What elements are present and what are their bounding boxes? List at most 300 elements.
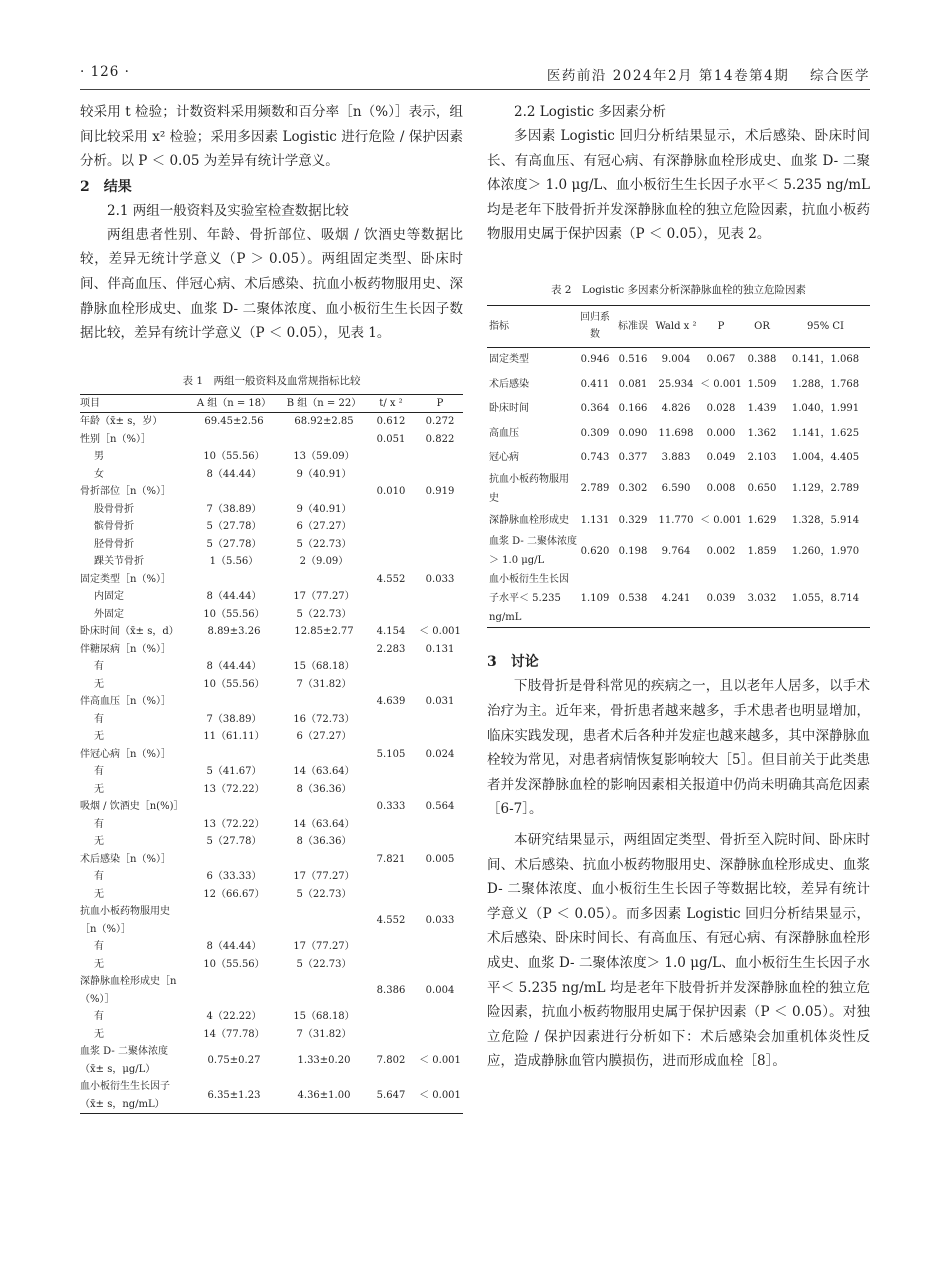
table2-row — [487, 347, 870, 372]
table1-cell-item: 胫骨骨折 — [94, 538, 134, 550]
table1-cell-b: 6（27.27） — [296, 521, 352, 533]
table1-cell-b: 17（77.27） — [293, 591, 355, 603]
table2-cell: 0.002 — [706, 545, 736, 557]
table2-cell: 0.388 — [747, 354, 777, 366]
table2-cell: 0.516 — [618, 354, 648, 366]
table1-cell-t — [365, 501, 417, 519]
table1-cell-b: 14（63.64） — [293, 766, 355, 778]
table1-cell-a: 10（55.56） — [203, 958, 265, 970]
table1-row — [80, 483, 463, 501]
table2-cell: 0.028 — [706, 403, 736, 415]
table2-cell: 0.329 — [618, 514, 648, 526]
table1-row — [80, 588, 463, 606]
table1-cell-p — [417, 658, 463, 676]
table2-cell: 3.883 — [661, 452, 691, 464]
table1-cell-b: 5（22.73） — [296, 608, 352, 620]
discussion-paragraph-2: 本研究结果显示，两组固定类型、骨折至入院时间、卧床时间、术后感染、抗血小板药物服用史、深静脉血栓形成史、血浆 D- 二聚体浓度、血小板衍生生长因子等数据比较，差异有统计学意义（P ＜ 0.05）。而多因素 Logistic 回归分析结果显示，术后感染、卧床时间长、有高血压、有冠心病、有深静脉血栓形成史、血浆 D- 二聚体浓度＞ 1.0 μg/L、血小板衍生生长因子水平＜ 5.235 ng/mL 均是老年下肢骨折并发深静脉血栓的独立危险因素，抗血小板药物服用史属于保护因素（P ＜ 0.05）。对独立危险 / 保护因素进行分析如下：术后感染会加重机体炎性反应，造成静脉血管内膜损伤，进而形成血栓［8］。 — [487, 832, 870, 1070]
table2-row — [487, 508, 870, 533]
table1-cell-a: 1（5.56） — [209, 556, 259, 568]
table2-cell: 1.288，1.768 — [791, 378, 860, 390]
table2-cell: 1.859 — [747, 545, 777, 557]
table1-cell-b: 5（22.73） — [296, 538, 352, 550]
table1-cell-b: 4.36±1.00 — [283, 1078, 365, 1114]
table1-cell-p — [417, 886, 463, 904]
table1-cell-a: 0.75±0.27 — [207, 1055, 261, 1066]
table1-row — [80, 851, 463, 869]
table2-cell: 血浆 D- 二聚体浓度＞ 1.0 μg/L — [489, 536, 577, 567]
table1-cell-a: 8（44.44） — [206, 468, 262, 480]
table2-row — [487, 570, 870, 628]
table1-cell-p — [417, 448, 463, 466]
table1-cell-item: 无 — [94, 836, 104, 848]
table1-cell-item: 外固定 — [94, 608, 124, 620]
table1-cell-p — [417, 501, 463, 519]
table2-cell: 0.049 — [706, 452, 736, 464]
table2-cell: 11.770 — [658, 514, 694, 526]
table1-row — [80, 868, 463, 886]
table1-cell-t — [365, 956, 417, 974]
table1-cell-a: 69.45±2.56 — [204, 416, 264, 428]
table1-row — [80, 903, 463, 938]
table1-cell-item: 无 — [94, 678, 104, 690]
table1-cell-t — [365, 676, 417, 694]
table1-cell-t — [365, 833, 417, 851]
section-2-1-heading: 2.1 两组一般资料及实验室检查数据比较 — [107, 202, 349, 219]
table1-cell-a: 8（44.44） — [206, 941, 262, 953]
table1-cell-p — [417, 588, 463, 606]
table1-cell-t — [365, 938, 417, 956]
table1-cell-item: 固定类型［n（%）］ — [80, 573, 171, 585]
table1-cell-item: 无 — [94, 958, 104, 970]
table1-row — [80, 536, 463, 554]
table1-cell-a: 5（27.78） — [206, 521, 262, 533]
table1-row — [80, 728, 463, 746]
table1-cell-a: 11（61.11） — [203, 731, 265, 743]
table1-cell-item: 内固定 — [94, 591, 124, 603]
table1-row — [80, 763, 463, 781]
table1-cell-t — [365, 518, 417, 536]
table1-cell-p — [417, 833, 463, 851]
table1-cell-a: 8（44.44） — [206, 661, 262, 673]
table1-row — [80, 571, 463, 589]
table1-cell-p — [417, 868, 463, 886]
table1-cell-item: 有 — [94, 766, 104, 778]
table1-row — [80, 746, 463, 764]
table1-cell-p: 0.031 — [425, 696, 455, 708]
table2-cell: 4.241 — [653, 570, 699, 628]
table1-cell-t — [365, 763, 417, 781]
table1-cell-item: 深静脉血栓形成史［n（%）］ — [80, 976, 177, 1005]
table1-cell-p — [417, 816, 463, 834]
table1-cell-t — [365, 781, 417, 799]
table1-cell-item: 有 — [94, 661, 104, 673]
table1-cell-t — [365, 886, 417, 904]
table1-cell-a: 5（41.67） — [206, 766, 262, 778]
table2-cell: ＜ 0.001 — [700, 378, 742, 390]
table1-cell-a: 8（44.44） — [206, 591, 262, 603]
table1-cell-t: 7.802 — [376, 1055, 406, 1066]
table2-cell: 1.141，1.625 — [791, 427, 860, 439]
table1-cell-p — [417, 1008, 463, 1026]
table2-row — [487, 445, 870, 470]
table1-cell-item: 伴高血压［n（%）］ — [80, 696, 171, 708]
table1-cell-p — [417, 536, 463, 554]
table1-cell-p — [417, 606, 463, 624]
table2-cell: 6.590 — [661, 483, 691, 495]
table1-cell-b: 17（77.27） — [293, 871, 355, 883]
table1-cell-t: 7.821 — [376, 853, 406, 865]
table1-cell-b: 13（59.09） — [293, 451, 355, 463]
table2-cell: 1.129，2.789 — [791, 483, 860, 495]
table1-cell-item: 有 — [94, 941, 104, 953]
table1-cell-t — [365, 711, 417, 729]
table1-row — [80, 676, 463, 694]
table1-cell-p: 0.005 — [425, 853, 455, 865]
table1-cell-p — [417, 728, 463, 746]
table1-cell-item: 术后感染［n（%）］ — [80, 853, 171, 865]
table2-cell: 1.040，1.991 — [791, 403, 860, 415]
table2-cell: 1.439 — [747, 403, 777, 415]
table2-cell: 抗血小板药物服用史 — [489, 473, 569, 504]
table1-cell-t — [365, 466, 417, 484]
table1-cell-b: 6（27.27） — [296, 731, 352, 743]
table1-cell-a: 8.89±3.26 — [207, 626, 261, 638]
table1-cell-item: 年龄（x̄± s，岁） — [80, 416, 163, 428]
section-2-2-paragraph: 多因素 Logistic 回归分析结果显示，术后感染、卧床时间长、有高血压、有冠心病、有深静脉血栓形成史、血浆 D- 二聚体浓度＞ 1.0 μg/L、血小板衍生生长因子水平＜ 5.235 ng/mL 均是老年下肢骨折并发深静脉血栓的独立危险因素，抗血小板药物服用史属于保护因素（P ＜ 0.05），见表 2。 — [487, 128, 870, 243]
table1-cell-t: 4.639 — [376, 696, 406, 708]
left-column — [80, 100, 463, 1114]
table1-row — [80, 798, 463, 816]
table1-cell-b — [283, 746, 365, 764]
table1-cell-b: 16（72.73） — [293, 713, 355, 725]
table1-cell-b — [283, 851, 365, 869]
table2-cell: 3.032 — [743, 570, 781, 628]
table1-cell-p — [417, 1026, 463, 1044]
discussion-heading: 3 讨论 — [487, 654, 539, 671]
table1-cell-a — [185, 851, 283, 869]
table2-cell: 0.364 — [580, 403, 610, 415]
table1-cell-a: 7（38.89） — [206, 503, 262, 515]
table1-cell-t: 2.283 — [376, 643, 406, 655]
table1-cell-b: 15（68.18） — [293, 1011, 355, 1023]
table1-cell-item: 女 — [94, 468, 104, 480]
table2-cell: 血小板衍生生长因子水平＜ 5.235 ng/mL — [487, 570, 577, 628]
table1-header: B 组（n = 22） — [283, 394, 365, 413]
table1-header: t/ x ² — [365, 394, 417, 413]
table2-caption: 表 2 Logistic 多因素分析深静脉血栓的独立危险因素 — [550, 283, 807, 296]
table2-row — [487, 421, 870, 446]
table1-row — [80, 711, 463, 729]
table1-cell-t — [365, 553, 417, 571]
table2-header: 标准误 — [613, 305, 653, 347]
table1-cell-b — [283, 641, 365, 659]
results-heading: 2 结果 — [80, 178, 132, 195]
table2-header: P — [699, 305, 743, 347]
table1-cell-a: 10（55.56） — [203, 608, 265, 620]
table1-row — [80, 553, 463, 571]
table1-row — [80, 816, 463, 834]
table1-cell-t — [365, 536, 417, 554]
table2-body — [487, 347, 870, 628]
table2-cell: 0.309 — [580, 427, 610, 439]
table1-cell-a: 7（38.89） — [206, 713, 262, 725]
table1-cell-p — [417, 711, 463, 729]
table1-row — [80, 658, 463, 676]
table1-cell-p — [417, 763, 463, 781]
table1-row — [80, 466, 463, 484]
table1-cell-a: 4（22.22） — [206, 1011, 262, 1023]
section-2-2-heading: 2.2 Logistic 多因素分析 — [514, 104, 666, 120]
table2-cell: 1.004，4.405 — [791, 452, 860, 464]
table1-cell-b: 14（63.64） — [293, 818, 355, 830]
table2-cell: 2.789 — [580, 483, 610, 495]
table1-cell-a — [185, 798, 283, 816]
table2-header: OR — [743, 305, 781, 347]
table1-cell-b — [283, 798, 365, 816]
table2-cell: 1.260，1.970 — [791, 545, 860, 557]
methods-paragraph: 较采用 t 检验；计数资料采用频数和百分率［n（%）］表示，组间比较采用 x² 检验；采用多因素 Logistic 进行危险 / 保护因素分析。以 P ＜ 0.05 为差异有统计学意义。 — [80, 104, 463, 170]
table1-cell-b: 2（9.09） — [299, 556, 349, 568]
table1-cell-p — [417, 956, 463, 974]
table1-cell-t: 0.010 — [376, 486, 406, 498]
table1-cell-t — [365, 606, 417, 624]
table1-cell-b — [283, 973, 365, 1008]
table1-cell-item: 无 — [94, 888, 104, 900]
table1-cell-b: 7（31.82） — [296, 678, 352, 690]
table2-cell: 1.328，5.914 — [791, 514, 860, 526]
table1-cell-a — [185, 903, 283, 938]
table2-header: 指标 — [487, 305, 577, 347]
table2-cell: 1.131 — [580, 514, 610, 526]
table1-cell-a: 12（66.67） — [203, 888, 265, 900]
table1-cell-p: 0.024 — [425, 748, 455, 760]
table1-cell-item: 卧床时间（x̄± s，d） — [80, 626, 179, 638]
table2-cell: 0.198 — [618, 545, 648, 557]
table1-cell-item: 股骨骨折 — [94, 503, 134, 515]
table2-header: 95% CI — [781, 305, 870, 347]
table2-cell: 0.650 — [747, 483, 777, 495]
table2-cell: 高血压 — [489, 427, 519, 439]
table1-cell-a — [185, 746, 283, 764]
table1-row — [80, 431, 463, 449]
table2-cell: 0.411 — [580, 378, 610, 390]
table1-cell-a: 14（77.78） — [203, 1028, 265, 1040]
table1-cell-item: 踝关节骨折 — [94, 556, 144, 568]
table1-cell-a: 5（27.78） — [206, 836, 262, 848]
table2-header: Wald x ² — [653, 305, 699, 347]
table1-cell-item: 有 — [94, 818, 104, 830]
discussion-paragraph-1: 下肢骨折是骨科常见的疾病之一，且以老年人居多，以手术治疗为主。近年来，骨折患者越来越多，手术患者也明显增加，临床实践发现，患者术后各种并发症也越来越多，其中深静脉血栓较为常见，对患者病情恢复影响较大［5］。但目前关于此类患者并发深静脉血栓的影响因素相关报道中仍尚未明确其高危因素［6-7］。 — [487, 678, 870, 818]
table1-caption: 表 1 两组一般资料及血常规指标比较 — [182, 374, 361, 387]
table2-cell: 0.008 — [706, 483, 736, 495]
table1-header: A 组（n = 18） — [185, 394, 283, 413]
table1-cell-item: 伴冠心病［n（%）］ — [80, 748, 171, 760]
table2-cell: 卧床时间 — [489, 403, 529, 415]
table1-cell-item: 血浆 D- 二聚体浓度（x̄± s，μg/L） — [80, 1046, 168, 1075]
right-column — [487, 100, 870, 1074]
table1-cell-p: ＜ 0.001 — [419, 1055, 461, 1066]
table1-row — [80, 501, 463, 519]
table1-cell-p: ＜ 0.001 — [419, 626, 461, 638]
table1-cell-t: 8.386 — [376, 985, 406, 996]
table2-cell: 0.946 — [580, 354, 610, 366]
table2-cell: 冠心病 — [489, 452, 519, 464]
table1-cell-a: 6.35±1.23 — [185, 1078, 283, 1114]
table1-cell-p — [417, 466, 463, 484]
table1-cell-item: 无 — [94, 731, 104, 743]
table2-cell: 固定类型 — [489, 354, 529, 366]
table1-cell-item: 有 — [94, 713, 104, 725]
table1-cell-p: 0.131 — [425, 643, 455, 655]
table1-cell-item: 抗血小板药物服用史［n（%）］ — [80, 906, 170, 935]
table1-cell-b: 5（22.73） — [296, 958, 352, 970]
table2-header: 回归系数 — [577, 305, 613, 347]
table1-cell-p: 0.033 — [425, 573, 455, 585]
table1-cell-item: 有 — [94, 871, 104, 883]
table1-cell-p: 0.272 — [425, 416, 455, 428]
table1-cell-item: 血小板衍生生长因子（x̄± s，ng/mL） — [80, 1078, 185, 1114]
table2-cell: 0.067 — [706, 354, 736, 366]
table1-cell-p: ＜ 0.001 — [417, 1078, 463, 1114]
table1-row — [80, 1008, 463, 1026]
table2-cell: 0.166 — [618, 403, 648, 415]
table1-header: P — [417, 394, 463, 413]
journal-header: 医药前沿 2024年2月 第14卷第4期 综合医学 — [546, 68, 870, 84]
table2-cell: 9.764 — [661, 545, 691, 557]
table1-cell-a — [185, 973, 283, 1008]
table1-cell-t — [365, 816, 417, 834]
table1-cell-t — [365, 448, 417, 466]
table2-cell: 0.081 — [618, 378, 648, 390]
table2-cell: 0.090 — [618, 427, 648, 439]
table1-header: 项目 — [80, 394, 185, 413]
table1-cell-b: 17（77.27） — [293, 941, 355, 953]
table2-row — [487, 532, 870, 570]
table1-row — [80, 1043, 463, 1078]
table1-cell-item: 髌骨骨折 — [94, 521, 134, 533]
table1-row — [80, 693, 463, 711]
table1-cell-b — [283, 431, 365, 449]
table1-cell-item: 骨折部位［n（%）］ — [80, 486, 171, 498]
table1-cell-t — [365, 868, 417, 886]
table1-cell-a: 5（27.78） — [206, 538, 262, 550]
table2-cell: 0.141，1.068 — [791, 354, 860, 366]
table2-cell: 1.109 — [577, 570, 613, 628]
table1-cell-a: 13（72.22） — [203, 783, 265, 795]
table1-row — [80, 413, 463, 431]
table1-cell-b: 9（40.91） — [296, 468, 352, 480]
table1-row — [80, 938, 463, 956]
table1-header-row — [80, 394, 463, 413]
table1-cell-b: 5（22.73） — [296, 888, 352, 900]
table2-cell: 0.743 — [580, 452, 610, 464]
table1-cell-b: 8（36.36） — [296, 836, 352, 848]
table1-cell-b: 15（68.18） — [293, 661, 355, 673]
table1-cell-item: 男 — [94, 451, 104, 463]
table1-cell-a — [185, 431, 283, 449]
table2-cell: 深静脉血栓形成史 — [489, 514, 569, 526]
table1-cell-item: 无 — [94, 1028, 104, 1040]
table1-cell-a: 10（55.56） — [203, 451, 265, 463]
table2-cell: 2.103 — [747, 452, 777, 464]
table1-row — [80, 641, 463, 659]
table1-cell-b — [283, 903, 365, 938]
table2-cell: ＜ 0.001 — [700, 514, 742, 526]
table1-row — [80, 833, 463, 851]
table1 — [80, 394, 463, 1115]
table1-cell-p: 0.033 — [425, 915, 455, 926]
table1-cell-a — [185, 571, 283, 589]
table1-cell-p — [417, 518, 463, 536]
table2-row — [487, 396, 870, 421]
table1-cell-a — [185, 693, 283, 711]
table1-cell-t: 5.105 — [376, 748, 406, 760]
table1-cell-p: 0.004 — [425, 985, 455, 996]
table1-cell-t: 5.647 — [365, 1078, 417, 1114]
table1-cell-t: 4.552 — [376, 915, 406, 926]
table1-cell-t: 0.051 — [376, 433, 406, 445]
table1-cell-item: 吸烟 / 饮酒史［n(%)］ — [80, 801, 184, 813]
table2-cell: 11.698 — [658, 427, 694, 439]
table1-row — [80, 1026, 463, 1044]
page-number: · 126 · — [80, 64, 130, 80]
table1-cell-b: 7（31.82） — [296, 1028, 352, 1040]
table1-cell-p — [417, 781, 463, 799]
table1-cell-t — [365, 728, 417, 746]
table1-cell-t: 4.552 — [376, 573, 406, 585]
table1-cell-a: 10（55.56） — [203, 678, 265, 690]
table1-row — [80, 886, 463, 904]
table1-cell-b — [283, 483, 365, 501]
table2-cell: 0.000 — [706, 427, 736, 439]
table1-cell-b — [283, 693, 365, 711]
table1-cell-t — [365, 1026, 417, 1044]
table1-cell-b — [283, 571, 365, 589]
table1-cell-a: 6（33.33） — [206, 871, 262, 883]
table2-cell: 0.377 — [618, 452, 648, 464]
table2-row — [487, 470, 870, 508]
table1-cell-b: 68.92±2.85 — [294, 416, 354, 428]
table1-body — [80, 413, 463, 1114]
table1-cell-t — [365, 588, 417, 606]
table1-cell-a: 13（72.22） — [203, 818, 265, 830]
header-rule — [80, 89, 870, 90]
table1-cell-p — [417, 938, 463, 956]
table1-row — [80, 1078, 463, 1114]
table1-cell-item: 性别［n（%）］ — [80, 433, 151, 445]
table1-cell-b: 9（40.91） — [296, 503, 352, 515]
table1-cell-p: 0.919 — [425, 486, 455, 498]
table1-cell-a — [185, 483, 283, 501]
table2-cell: 1.509 — [747, 378, 777, 390]
table2-header-row — [487, 305, 870, 347]
table1-cell-b: 12.85±2.77 — [294, 626, 354, 638]
table1-row — [80, 518, 463, 536]
table2-cell: 0.039 — [699, 570, 743, 628]
table1-cell-a — [185, 641, 283, 659]
table1-cell-b: 1.33±0.20 — [297, 1055, 351, 1066]
table1-cell-t: 4.154 — [376, 626, 406, 638]
table1-cell-t — [365, 1008, 417, 1026]
table2-cell: 0.538 — [613, 570, 653, 628]
section-2-1-paragraph: 两组患者性别、年龄、骨折部位、吸烟 / 饮酒史等数据比较，差异无统计学意义（P ＞ 0.05）。两组固定类型、卧床时间、伴高血压、伴冠心病、术后感染、抗血小板药物服用史、深静脉血栓形成史、血浆 D- 二聚体浓度、血小板衍生生长因子数据比较，差异有统计学意义（P ＜ 0.05），见表 1。 — [80, 226, 463, 342]
table1-row — [80, 781, 463, 799]
table2-cell: 0.620 — [580, 545, 610, 557]
table1-cell-item: 伴糖尿病［n（%）］ — [80, 643, 171, 655]
table2-cell: 25.934 — [658, 378, 694, 390]
table1-cell-p: 0.822 — [425, 433, 455, 445]
table1-cell-t: 0.612 — [376, 416, 406, 428]
